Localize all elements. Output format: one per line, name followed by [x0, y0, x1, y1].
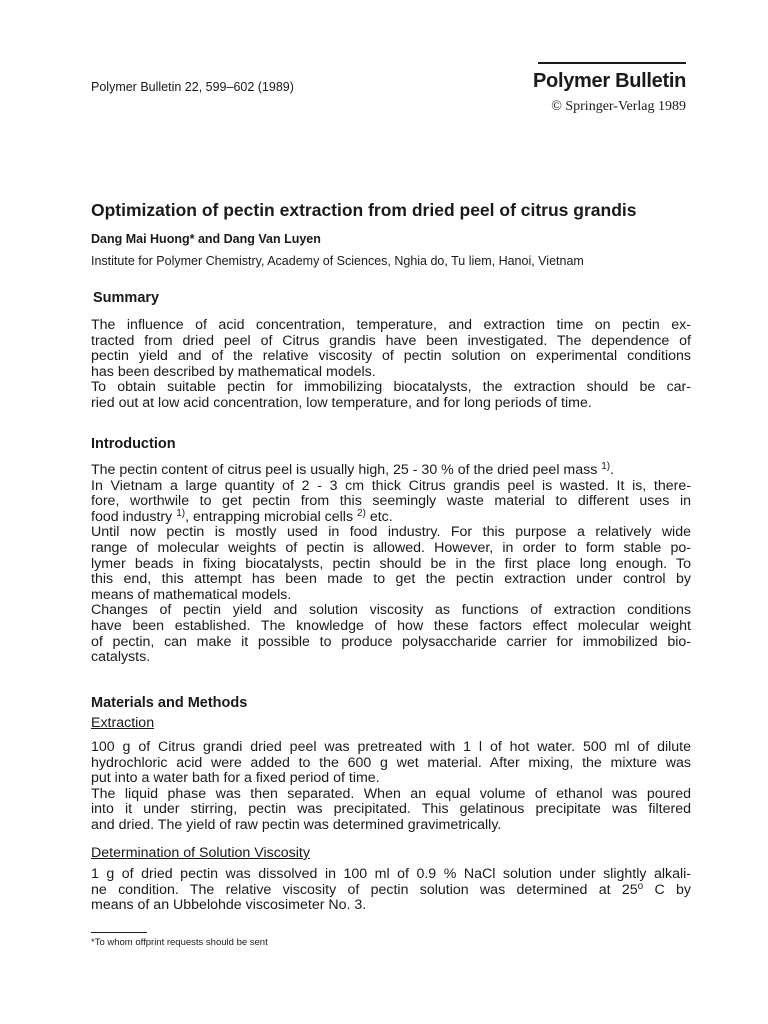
extraction-line: 100 g of Citrus grandi dried peel was pretreated with 1 l of hot water. 500 ml of dilute [91, 739, 691, 755]
extraction-line: and dried. The yield of raw pectin was determined gravimetrically. [91, 816, 502, 833]
intro-line: fore, worthwile to get pectin from this seemingly waste material to different uses in [91, 493, 691, 510]
viscosity-text: C by [643, 881, 691, 898]
intro-line: catalysts. [91, 649, 151, 666]
summary-body [91, 318, 691, 412]
journal-citation: Polymer Bulletin 22, 599–602 (1989) [91, 80, 294, 94]
extraction-line: The liquid phase was then separated. When an equal volume of ethanol was poured [91, 785, 691, 802]
intro-line: Until now pectin is mostly used in food industry. For this purpose a relatively wide [91, 524, 691, 541]
intro-text: . [610, 462, 615, 478]
extraction-subheading: Extraction [91, 715, 155, 731]
extraction-body [91, 740, 691, 834]
summary-heading: Summary [93, 290, 160, 306]
intro-line: this end, this attempt has been made to get the pectin extraction under control by [91, 571, 691, 588]
summary-line: pectin yield and of the relative viscosity of pectin solution on experimental conditions [91, 348, 691, 365]
viscosity-text: ne condition. The relative viscosity of pectin solution was determined at 25 [91, 881, 638, 898]
paper-title: Optimization of pectin extraction from dried peel of citrus grandis [91, 200, 637, 220]
viscosity-line [91, 880, 691, 899]
viscosity-line: 1 g of dried pectin was dissolved in 100 ml of 0.9 % NaCl solution under slightly alkali- [91, 866, 691, 882]
intro-line: Changes of pectin yield and solution viscosity as functions of extraction conditions [91, 602, 691, 619]
extraction-line: hydrochloric acid were added to the 600 g wet material. After mixing, the mixture was [91, 754, 691, 771]
extraction-line: into it under stirring, pectin was precipitated. This gelatinous precipitate was filtered [91, 801, 691, 818]
intro-text: etc. [365, 508, 393, 525]
footnote-rule [91, 932, 147, 933]
introduction-heading: Introduction [91, 436, 176, 452]
intro-line: of pectin, can make it possible to produce polysaccharide carrier for immobilized bio- [91, 633, 691, 650]
methods-heading: Materials and Methods [91, 695, 248, 711]
introduction-body [91, 463, 691, 666]
affiliation: Institute for Polymer Chemistry, Academy of Sciences, Nghia do, Tu liem, Hanoi, Vietnam [91, 254, 584, 268]
intro-line: In Vietnam a large quantity of 2 - 3 cm thick Citrus grandis peel is wasted. It is, there- [91, 477, 691, 494]
summary-line: has been described by mathematical models. [91, 363, 376, 380]
intro-text: The pectin content of citrus peel is usually high, 25 - 30 % of the dried peel mass [91, 462, 602, 478]
intro-text: food industry [91, 508, 177, 525]
authors: Dang Mai Huong* and Dang Van Luyen [91, 232, 321, 246]
copyright-notice: © Springer-Verlag 1989 [551, 99, 686, 114]
viscosity-line: means of an Ubbelohde viscosimeter No. 3. [91, 897, 367, 914]
intro-line [91, 507, 691, 526]
intro-line [91, 463, 691, 479]
journal-rule [538, 62, 686, 64]
viscosity-body [91, 867, 691, 914]
extraction-line: put into a water bath for a fixed period of time. [91, 770, 380, 787]
degree-marker: o [637, 880, 644, 892]
summary-line: ried out at low acid concentration, low temperature, and for long periods of time. [91, 394, 592, 411]
intro-line: lymer beads in fixing biocatalysts, pectin should be in the first place long enough. To [91, 555, 691, 572]
reference-marker: 2) [357, 507, 366, 519]
reference-marker: 1) [176, 507, 186, 519]
intro-line: means of mathematical models. [91, 586, 292, 603]
summary-line: The influence of acid concentration, temperature, and extraction time on pectin ex- [91, 317, 691, 333]
journal-name: Polymer Bulletin [532, 70, 686, 92]
reference-marker: 1) [601, 461, 611, 472]
footnote: *To whom offprint requests should be sent [91, 937, 268, 948]
summary-line: To obtain suitable pectin for immobilizing biocatalysts, the extraction should be car- [91, 379, 691, 396]
intro-text: , entrapping microbial cells [185, 508, 357, 525]
summary-line: tracted from dried peel of Citrus grandis have been investigated. The dependence of [91, 332, 691, 349]
intro-line: have been established. The knowledge of how these factors effect molecular weight [91, 617, 691, 634]
viscosity-subheading: Determination of Solution Viscosity [91, 845, 310, 861]
intro-line: range of molecular weights of pectin is allowed. However, in order to form stable po- [91, 539, 691, 556]
